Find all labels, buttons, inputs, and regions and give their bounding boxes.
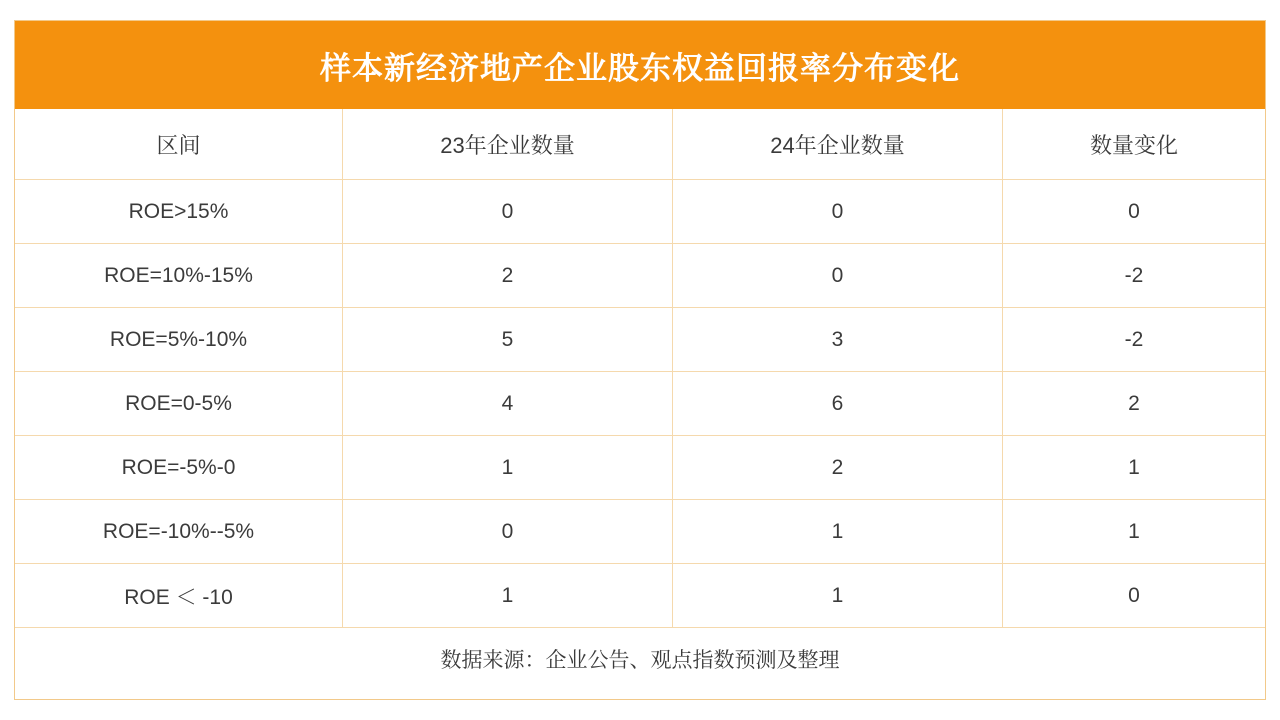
column-header-change: 数量变化 [1003,109,1266,180]
table-row [15,244,1265,308]
page-title: 样本新经济地产企业股东权益回报率分布变化 [320,50,960,86]
cell-range: ROE ＜ -10 [15,564,343,628]
cell-change: -2 [1003,244,1266,308]
column-header-range: 区间 [15,109,343,180]
cell-2023-count: 4 [343,372,673,436]
source-note: 数据来源：企业公告、观点指数预测及整理 [15,628,1265,691]
column-header-2024-count: 24年企业数量 [673,109,1003,180]
cell-2023-count: 1 [343,564,673,628]
cell-range: ROE=0-5% [15,372,343,436]
cell-range: ROE=-5%-0 [15,436,343,500]
table-title-bar [15,21,1265,109]
table-source-row [15,628,1265,691]
cell-change: 1 [1003,500,1266,564]
cell-range: ROE=5%-10% [15,308,343,372]
cell-2024-count: 3 [673,308,1003,372]
cell-range: ROE=10%-15% [15,244,343,308]
cell-2023-count: 5 [343,308,673,372]
table-row [15,500,1265,564]
table-row [15,436,1265,500]
cell-range: ROE>15% [15,180,343,244]
cell-2023-count: 2 [343,244,673,308]
cell-2024-count: 6 [673,372,1003,436]
table-row [15,564,1265,628]
cell-range: ROE=-10%--5% [15,500,343,564]
table-row [15,372,1265,436]
cell-2024-count: 2 [673,436,1003,500]
cell-change: 1 [1003,436,1266,500]
cell-2023-count: 0 [343,500,673,564]
cell-change: -2 [1003,308,1266,372]
table-row [15,308,1265,372]
cell-2024-count: 1 [673,564,1003,628]
roe-distribution-table [15,109,1265,690]
cell-2023-count: 1 [343,436,673,500]
cell-change: 0 [1003,180,1266,244]
table-card [14,20,1266,700]
cell-2024-count: 0 [673,244,1003,308]
cell-change: 2 [1003,372,1266,436]
table-row [15,180,1265,244]
table-header-row [15,109,1265,180]
cell-2023-count: 0 [343,180,673,244]
cell-2024-count: 0 [673,180,1003,244]
cell-change: 0 [1003,564,1266,628]
cell-2024-count: 1 [673,500,1003,564]
column-header-2023-count: 23年企业数量 [343,109,673,180]
